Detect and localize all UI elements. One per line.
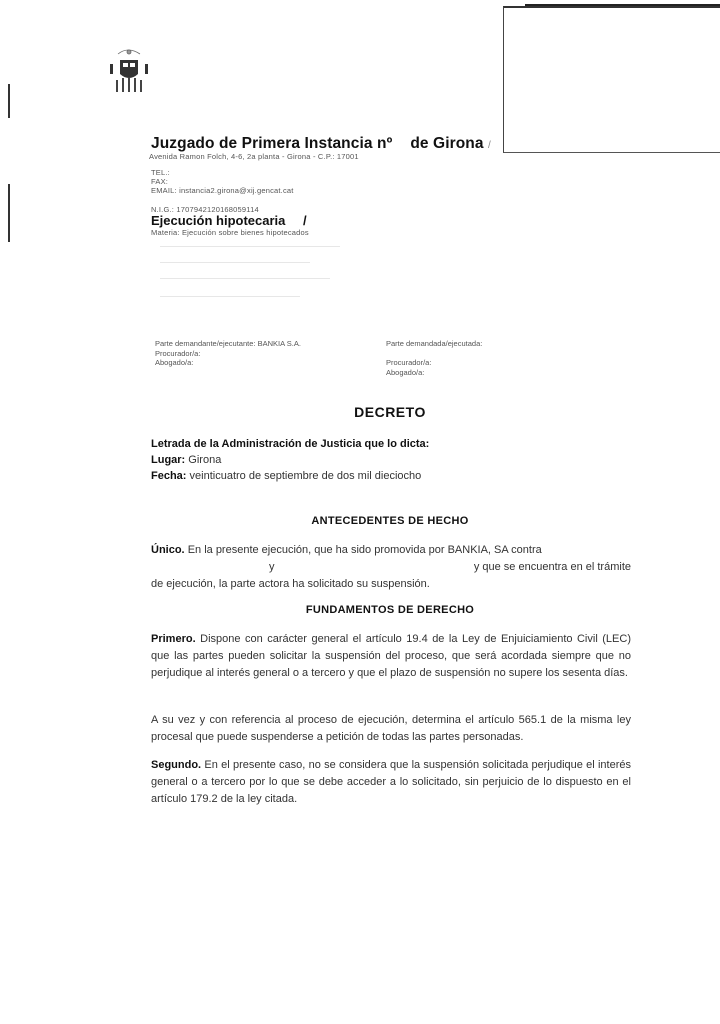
registry-stamp-box bbox=[503, 6, 720, 153]
court-title: Juzgado de Primera Instancia nº de Girona / bbox=[151, 135, 491, 152]
defendant-procurador: Procurador/a: bbox=[386, 358, 432, 367]
procedure-title bbox=[151, 213, 307, 228]
antecedentes-heading: ANTECEDENTES DE HECHO bbox=[311, 515, 469, 527]
procedure-title-text: Ejecución hipotecaria bbox=[151, 213, 286, 228]
primero-label: Primero. bbox=[151, 633, 196, 645]
date-value: veinticuatro de septiembre de dos mil dieciocho bbox=[189, 470, 422, 482]
fundamentos-heading: FUNDAMENTOS DE DERECHO bbox=[305, 604, 475, 616]
unico-line-3: de ejecución, la parte actora ha solicitado su suspensión. bbox=[151, 578, 430, 590]
date-label: Fecha: bbox=[151, 470, 187, 482]
segundo-label: Segundo. bbox=[151, 759, 202, 771]
unico-line-1: En la presente ejecución, que ha sido promovida por BANKIA, SA contra bbox=[187, 544, 542, 556]
court-city: de Girona bbox=[410, 135, 484, 152]
court-name: Juzgado de Primera Instancia nº bbox=[151, 135, 393, 152]
fax-label: FAX: bbox=[151, 177, 169, 186]
redacted-line bbox=[160, 262, 310, 263]
redacted-line bbox=[160, 246, 340, 247]
primero-text: Dispone con carácter general el artículo 19.4 de la Ley de Enjuiciamiento Civil (LEC) que las partes pueden solicitar la suspensión del proceso, que será acordada siempre que no perjudique al interés general o a tercero y que el plazo de suspensión no supere los sesenta días. bbox=[151, 633, 631, 679]
unico-line-2b: y que se encuentra en el trámite bbox=[473, 561, 631, 573]
primero-paragraph bbox=[151, 631, 631, 682]
place-label: Lugar: bbox=[151, 454, 186, 466]
unico-label: Único. bbox=[151, 544, 185, 556]
coat-of-arms-icon bbox=[100, 44, 158, 96]
signer-label bbox=[151, 438, 429, 450]
tel-label: TEL.: bbox=[151, 168, 170, 177]
defendant-label: Parte demandada/ejecutada: bbox=[386, 339, 483, 348]
plaintiff-procurador: Procurador/a: bbox=[155, 348, 201, 358]
document-title: DECRETO bbox=[354, 404, 426, 420]
signer-label-text: Letrada de la Administración de Justicia que lo dicta: bbox=[151, 438, 430, 450]
unico-line-2a: y bbox=[269, 561, 275, 573]
parrafo-565: A su vez y con referencia al proceso de ejecución, determina el artículo 565.1 de la misma ley procesal que puede suspenderse a petición de todas las partes personadas. bbox=[151, 714, 631, 743]
segundo-paragraph bbox=[151, 757, 631, 808]
plaintiff-abogado: Abogado/a: bbox=[155, 358, 194, 367]
place-line bbox=[151, 454, 221, 466]
scan-edge-mark bbox=[8, 84, 10, 118]
procedure-slash: / bbox=[303, 213, 307, 228]
email-line: EMAIL: instancia2.girona@xij.gencat.cat bbox=[151, 186, 294, 195]
plaintiff-label: Parte demandante/ejecutante: BANKIA S.A. bbox=[155, 339, 301, 348]
date-line bbox=[151, 470, 421, 482]
unico-paragraph bbox=[151, 542, 631, 593]
defendant-abogado: Abogado/a: bbox=[386, 367, 425, 377]
scan-edge-mark bbox=[8, 184, 10, 242]
nig-line: N.I.G.: 1707942120168059114 bbox=[151, 205, 259, 214]
redacted-line bbox=[160, 296, 300, 297]
place-value: Girona bbox=[188, 454, 222, 466]
redacted-line bbox=[160, 278, 330, 279]
court-address: Avenida Ramon Folch, 4-6, 2a planta - Girona - C.P.: 17001 bbox=[149, 152, 359, 161]
plaintiff-block bbox=[155, 339, 301, 368]
segundo-text: En el presente caso, no se considera que la suspensión solicitada perjudique el interés general o a tercero por lo que se debe acceder a lo solicitado, sin perjuicio de lo dispuesto en el artículo 179.2 de la ley citada. bbox=[151, 759, 631, 805]
defendant-block bbox=[386, 339, 482, 377]
matter-line: Materia: Ejecución sobre bienes hipotecados bbox=[151, 228, 309, 237]
